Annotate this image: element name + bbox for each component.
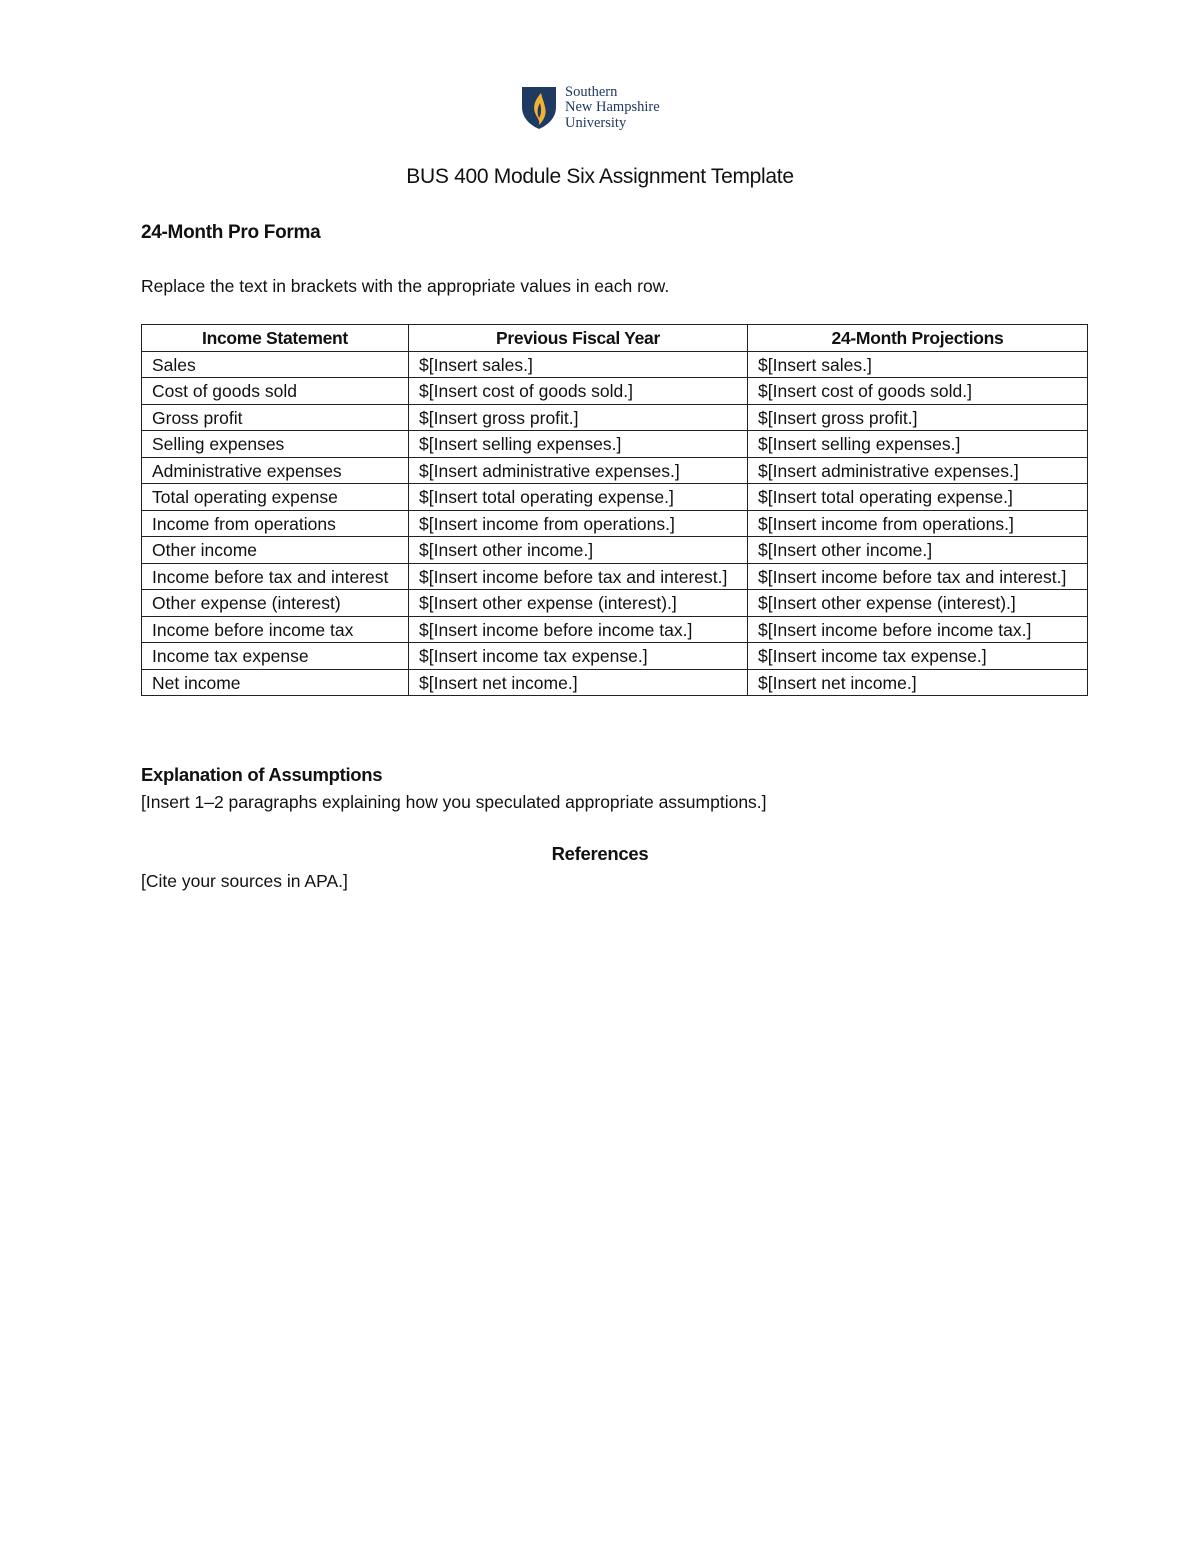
column-header: Income Statement <box>142 325 409 352</box>
row-label: Other income <box>142 537 409 564</box>
projection-cell[interactable]: $[Insert gross profit.] <box>748 404 1088 431</box>
previous-year-cell[interactable]: $[Insert income before tax and interest.] <box>409 563 748 590</box>
previous-year-cell[interactable]: $[Insert other expense (interest).] <box>409 590 748 617</box>
section-heading-pro-forma: 24-Month Pro Forma <box>141 222 321 243</box>
projection-cell[interactable]: $[Insert income before tax and interest.] <box>748 563 1088 590</box>
shield-flame-icon <box>520 85 558 131</box>
table-row <box>142 537 1088 564</box>
table-row <box>142 404 1088 431</box>
projection-cell[interactable]: $[Insert administrative expenses.] <box>748 457 1088 484</box>
projection-cell[interactable]: $[Insert selling expenses.] <box>748 431 1088 458</box>
previous-year-cell[interactable]: $[Insert net income.] <box>409 669 748 696</box>
previous-year-cell[interactable]: $[Insert income before income tax.] <box>409 616 748 643</box>
table-row <box>142 643 1088 670</box>
table-header-row <box>142 325 1088 352</box>
row-label: Income from operations <box>142 510 409 537</box>
table-row <box>142 669 1088 696</box>
column-header: 24-Month Projections <box>748 325 1088 352</box>
projection-cell[interactable]: $[Insert other expense (interest).] <box>748 590 1088 617</box>
projection-cell[interactable]: $[Insert total operating expense.] <box>748 484 1088 511</box>
column-header: Previous Fiscal Year <box>409 325 748 352</box>
previous-year-cell[interactable]: $[Insert selling expenses.] <box>409 431 748 458</box>
previous-year-cell[interactable]: $[Insert income from operations.] <box>409 510 748 537</box>
table-row <box>142 378 1088 405</box>
projection-cell[interactable]: $[Insert cost of goods sold.] <box>748 378 1088 405</box>
table-row <box>142 590 1088 617</box>
table-row <box>142 431 1088 458</box>
row-label: Gross profit <box>142 404 409 431</box>
projection-cell[interactable]: $[Insert income before income tax.] <box>748 616 1088 643</box>
references-placeholder[interactable]: [Cite your sources in APA.] <box>141 871 348 891</box>
references-heading: References <box>551 843 649 864</box>
row-label: Administrative expenses <box>142 457 409 484</box>
projection-cell[interactable]: $[Insert other income.] <box>748 537 1088 564</box>
assumptions-placeholder[interactable]: [Insert 1–2 paragraphs explaining how you speculated appropriate assumptions.] <box>141 792 767 812</box>
row-label: Net income <box>142 669 409 696</box>
projection-cell[interactable]: $[Insert income from operations.] <box>748 510 1088 537</box>
projection-cell[interactable]: $[Insert net income.] <box>748 669 1088 696</box>
previous-year-cell[interactable]: $[Insert total operating expense.] <box>409 484 748 511</box>
logo-wordmark <box>565 85 660 132</box>
row-label: Selling expenses <box>142 431 409 458</box>
row-label: Income before income tax <box>142 616 409 643</box>
row-label: Total operating expense <box>142 484 409 511</box>
row-label: Sales <box>142 351 409 378</box>
table-row <box>142 457 1088 484</box>
previous-year-cell[interactable]: $[Insert other income.] <box>409 537 748 564</box>
previous-year-cell[interactable]: $[Insert income tax expense.] <box>409 643 748 670</box>
projection-cell[interactable]: $[Insert sales.] <box>748 351 1088 378</box>
row-label: Income tax expense <box>142 643 409 670</box>
logo-line: University <box>565 114 627 131</box>
row-label: Income before tax and interest <box>142 563 409 590</box>
table-row <box>142 616 1088 643</box>
logo-line: New Hampshire <box>565 99 660 116</box>
university-logo <box>520 84 660 132</box>
row-label: Other expense (interest) <box>142 590 409 617</box>
previous-year-cell[interactable]: $[Insert gross profit.] <box>409 404 748 431</box>
previous-year-cell[interactable]: $[Insert cost of goods sold.] <box>409 378 748 405</box>
table-row <box>142 510 1088 537</box>
projection-cell[interactable]: $[Insert income tax expense.] <box>748 643 1088 670</box>
document-title: BUS 400 Module Six Assignment Template <box>406 165 794 188</box>
income-statement-table <box>141 324 1088 696</box>
previous-year-cell[interactable]: $[Insert administrative expenses.] <box>409 457 748 484</box>
row-label: Cost of goods sold <box>142 378 409 405</box>
assumptions-heading: Explanation of Assumptions <box>141 764 383 785</box>
table-row <box>142 484 1088 511</box>
table-row <box>142 563 1088 590</box>
instructions-text: Replace the text in brackets with the appropriate values in each row. <box>141 276 670 296</box>
logo-line: Southern <box>565 83 618 100</box>
table-row <box>142 351 1088 378</box>
previous-year-cell[interactable]: $[Insert sales.] <box>409 351 748 378</box>
